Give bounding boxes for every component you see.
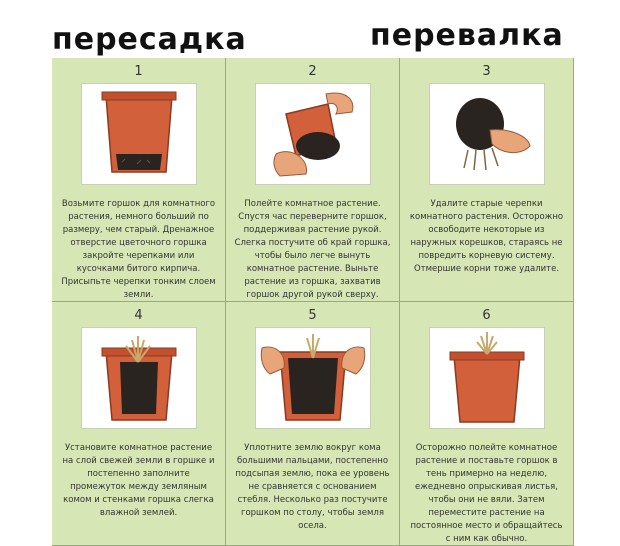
steps-grid	[52, 58, 574, 546]
step-6-panel	[400, 302, 574, 546]
step-6-illustration	[430, 328, 544, 428]
step-5-illustration	[256, 328, 370, 428]
step-6-number: 6	[482, 308, 491, 323]
step-1-illustration	[82, 84, 196, 184]
step-5-text: Уплотните землю вокруг кома большими пальцами, постепенно подсыпая землю, пока ее уровень не сравняется с основанием стебля. Несколько раз постучите горшком по столу, чтобы земля осела.	[235, 443, 390, 531]
step-4-illustration	[82, 328, 196, 428]
step-5-panel	[226, 302, 400, 546]
step-2-panel	[226, 58, 400, 302]
step-3-illustration	[430, 84, 544, 184]
step-2-text: Полейте комнатное растение. Спустя час переверните горшок, поддерживая растение рукой. Слегка постучите об край горшка, чтобы было легче вынуть комнатное растение. Выньте растение из горшка, захватив горшок другой рукой сверху.	[234, 199, 391, 300]
step-1-number: 1	[134, 64, 143, 79]
step-3-text: Удалите старые черепки комнатного растения. Осторожно освободите некоторые из наружных корешков, стараясь не повредить корневую систему. Отмершие корни тоже удалите.	[409, 199, 564, 274]
step-3-panel	[400, 58, 574, 302]
heading-transshipment: перевалка	[370, 18, 564, 53]
step-1-panel	[52, 58, 226, 302]
step-6-text: Осторожно полейте комнатное растение и поставьте горшок в тень примерно на неделю, ежедневно опрыскивая листья, чтобы они не вяли. Затем переместите растение на постоянное место и обращайтесь с ним как обычно.	[410, 443, 563, 544]
step-4-panel	[52, 302, 226, 546]
step-2-number: 2	[308, 64, 317, 79]
step-1-text: Возьмите горшок для комнатного растения, немного больший по размеру, чем старый. Дренажное отверстие цветочного горшка закройте черепками или кусочками битого кирпича. Присыпьте черепки тонким слоем земли.	[61, 199, 216, 300]
step-3-number: 3	[482, 64, 491, 79]
step-4-number: 4	[134, 308, 143, 323]
step-4-text: Установите комнатное растение на слой свежей земли в горшке и постепенно заполните промежуток между земляным комом и стенками горшка слегка влажной землей.	[62, 443, 215, 518]
step-5-number: 5	[308, 308, 317, 323]
step-2-illustration	[256, 84, 370, 184]
heading-repotting: пересадка	[52, 22, 247, 57]
